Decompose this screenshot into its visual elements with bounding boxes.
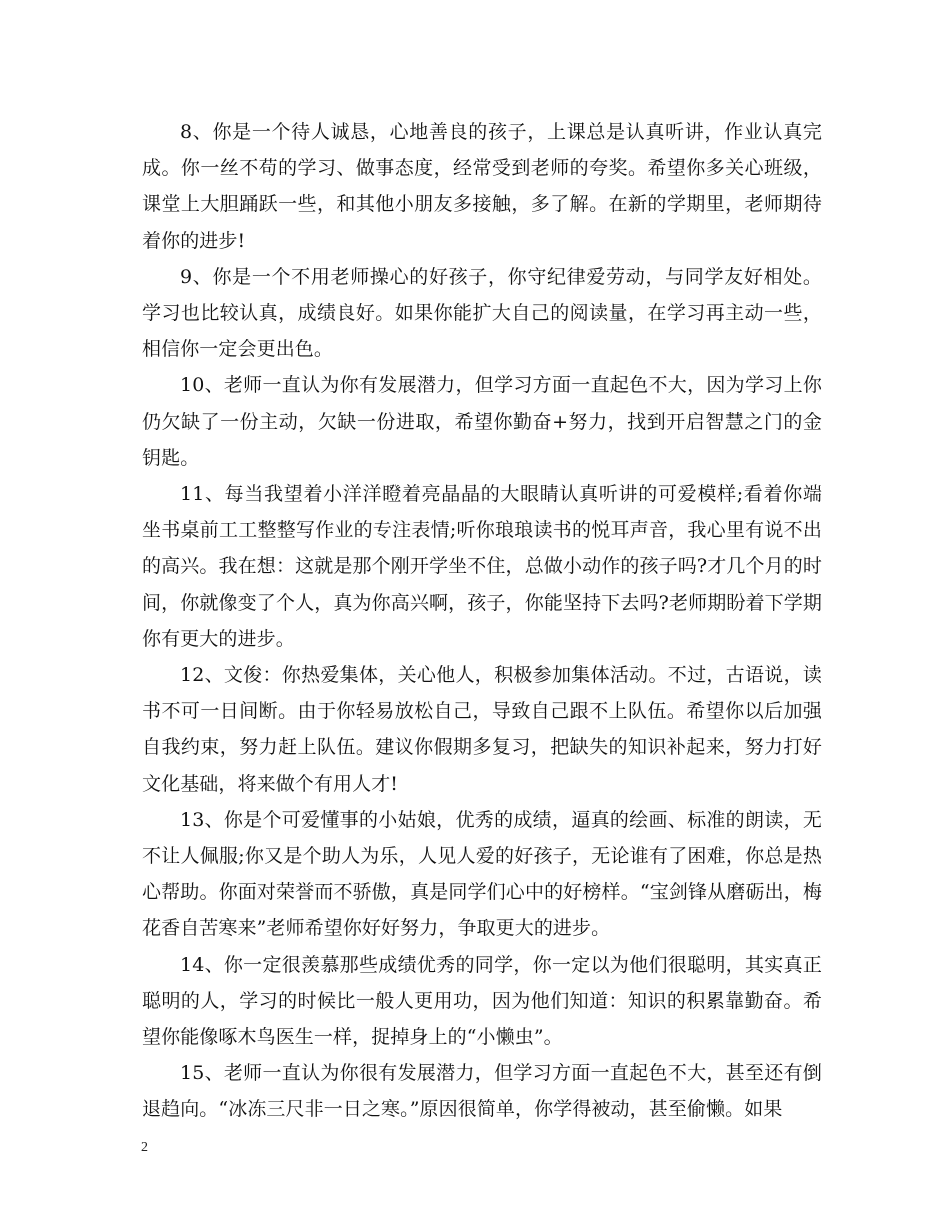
page-number: 2 <box>141 1140 148 1155</box>
comment-paragraph-8: 8、你是一个待人诚恳，心地善良的孩子，上课总是认真听讲，作业认真完成。你一丝不苟的学习、做事态度，经常受到老师的夸奖。希望你多关心班级，课堂上大胆踊跃一些，和其他小朋友多接触，多了解。在新的学期里，老师期待着你的进步! <box>142 121 822 252</box>
document-body <box>142 114 822 1128</box>
comment-paragraph-12: 12、文俊：你热爱集体，关心他人，积极参加集体活动。不过，古语说，读书不可一日间断。由于你轻易放松自己，导致自己跟不上队伍。希望你以后加强自我约束，努力赶上队伍。建议你假期多复习，把缺失的知识补起来，努力打好文化基础，将来做个有用人才! <box>142 664 822 795</box>
comment-paragraph-11: 11、每当我望着小洋洋瞪着亮晶晶的大眼睛认真听讲的可爱模样;看着你端坐书桌前工工整整写作业的专注表情;听你琅琅读书的悦耳声音，我心里有说不出的高兴。我在想：这就是那个刚开学坐不住，总做小动作的孩子吗?才几个月的时间，你就像变了个人，真为你高兴啊，孩子，你能坚持下去吗?老师期盼着下学期你有更大的进步。 <box>142 483 822 650</box>
comment-paragraph-13: 13、你是个可爱懂事的小姑娘，优秀的成绩，逼真的绘画、标准的朗读，无不让人佩服;你又是个助人为乐，人见人爱的好孩子，无论谁有了困难，你总是热心帮助。你面对荣誉而不骄傲，真是同学们心中的好榜样。“宝剑锋从磨砺出，梅花香自苦寒来”老师希望你好好努力，争取更大的进步。 <box>142 808 822 940</box>
comment-paragraph-15: 15、老师一直认为你很有发展潜力，但学习方面一直起色不大，甚至还有倒退趋向。“冰冻三尺非一日之寒。”原因很简单，你学得被动，甚至偷懒。如果 <box>142 1062 822 1121</box>
comment-paragraph-9: 9、你是一个不用老师操心的好孩子，你守纪律爱劳动，与同学友好相处。学习也比较认真，成绩良好。如果你能扩大自己的阅读量，在学习再主动一些，相信你一定会更出色。 <box>142 265 822 361</box>
comment-paragraph-10: 10、老师一直认为你有发展潜力，但学习方面一直起色不大，因为学习上你仍欠缺了一份主动，欠缺一份进取，希望你勤奋+努力，找到开启智慧之门的金钥匙。 <box>142 374 822 469</box>
comment-paragraph-14: 14、你一定很羡慕那些成绩优秀的同学，你一定以为他们很聪明，其实真正聪明的人，学习的时候比一般人更用功，因为他们知道：知识的积累靠勤奋。希望你能像啄木鸟医生一样，捉掉身上的“小懒虫”。 <box>142 953 822 1049</box>
